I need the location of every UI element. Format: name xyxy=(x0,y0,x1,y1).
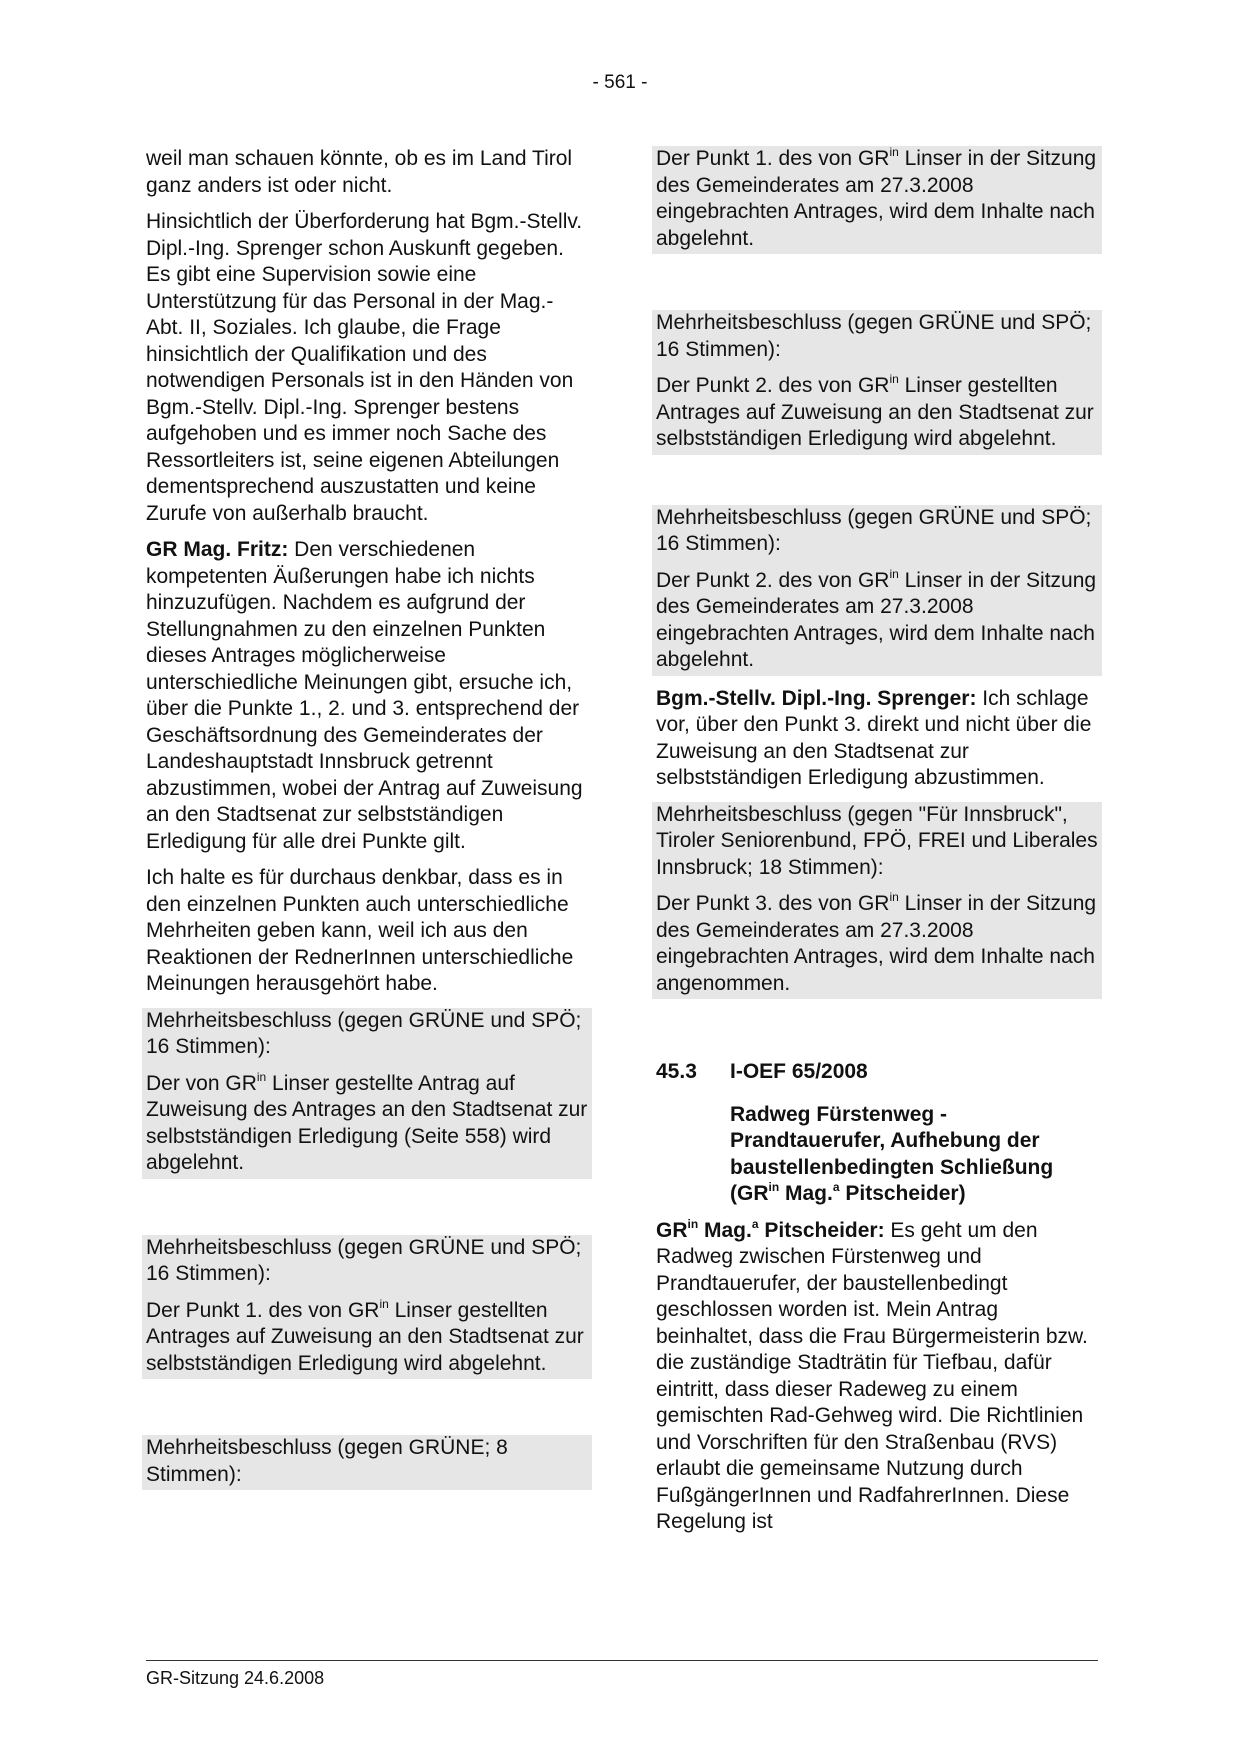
resolution-text: Der Punkt 2. des von $GR^{in}$ Linser in der Sitzung des Gemeinderates am 27.3.2008 eingebrachten Antrages, wird dem Inhalte nach abgelehnt. xyxy=(656,566,1097,671)
resolution-box xyxy=(652,505,1102,676)
resolution-text: Der Punkt 3. des von $GR^{in}$ Linser in der Sitzung des Gemeinderates am 27.3.2008 eingebrachten Antrages, wird dem Inhalte nach angenommen. xyxy=(656,890,1097,995)
resolution-text: Der Punkt 2. des von $GR^{in}$ Linser gestellten Antrages auf Zuweisung an den Stadtsenat zur selbstständigen Erledigung wird abgelehnt. xyxy=(656,372,1094,450)
speaker-name: GR Mag. Fritz: xyxy=(146,538,289,561)
paragraph: Ich halte es für durchaus denkbar, dass es in den einzelnen Punkten auch unterschiedliche Mehrheiten geben kann, weil ich aus den Reaktionen der RednerInnen unterschiedliche Meinungen herausgehört habe. xyxy=(146,866,574,995)
agenda-code: I-OEF 65/2008 xyxy=(730,1060,868,1083)
resolution-box xyxy=(652,802,1102,1000)
left-column xyxy=(146,146,588,1490)
resolution-heading: Mehrheitsbeschluss (gegen "Für Innsbruck", Tiroler Seniorenbund, FPÖ, FREI und Liberales Innsbruck; 18 Stimmen): xyxy=(656,802,1098,879)
footer-text: GR-Sitzung 24.6.2008 xyxy=(146,1668,325,1688)
speaker-name: Bgm.-Stellv. Dipl.-Ing. Sprenger: xyxy=(656,686,977,710)
resolution-text: Der Punkt 1. des von $GR^{in}$ Linser gestellten Antrages auf Zuweisung an den Stadtsenat zur selbstständigen Erledigung wird abgelehnt. xyxy=(146,1296,584,1375)
speaker-text: Ich schlage vor, über den Punkt 3. direkt und nicht über die Zuweisung an den Stadtsenat zur selbstständigen Erledigung abzustimmen. xyxy=(656,686,1092,789)
resolution-box xyxy=(652,310,1102,455)
paragraph: weil man schauen könnte, ob es im Land Tirol ganz anders ist oder nicht. xyxy=(146,147,573,197)
speaker-text: Es geht um den Radweg zwischen Fürstenweg und Prandtauerufer, der baustellenbedingt geschlossen worden ist. Mein Antrag beinhaltet, dass die Frau Bürgermeisterin bzw. die zuständige Stadträtin für Tiefbau, dafür eintritt, dass dieser Radeweg zu einem gemischten Rad-Gehweg wird. Die Richtlinien und Vorschriften für den Straßenbau (RVS) erlaubt die gemeinsame Nutzung durch FußgängerInnen und RadfahrerInnen. Diese Regelung ist xyxy=(656,1218,1088,1533)
speaker-paragraph xyxy=(656,686,1098,792)
right-column xyxy=(656,146,1098,1546)
agenda-number: 45.3 xyxy=(656,1060,697,1083)
resolution-heading: Mehrheitsbeschluss (gegen GRÜNE und SPÖ; 16 Stimmen): xyxy=(146,1235,582,1285)
paragraph: Hinsichtlich der Überforderung hat Bgm.-Stellv. Dipl.-Ing. Sprenger schon Auskunft gegeben. Es gibt eine Supervision sowie eine Unterstützung für das Personal in der Mag.-Abt. II, Soziales. Ich glaube, die Frage hinsichtlich der Qualifikation und des notwendigen Personals ist in den Händen von Bgm.-Stellv. Dipl.-Ing. Sprenger bestens aufgehoben und es immer noch Sache des Ressortleiters ist, seine eigenen Abteilungen dementsprechend auszustatten und keine Zurufe von außerhalb braucht. xyxy=(146,210,583,525)
resolution-heading: Mehrheitsbeschluss (gegen GRÜNE; 8 Stimmen): xyxy=(146,1436,508,1486)
resolution-box xyxy=(142,1235,592,1380)
resolution-box xyxy=(652,146,1102,254)
resolution-text: Der von $GR^{in}$ Linser gestellte Antrag auf Zuweisung des Antrages an den Stadtsenat zur selbstständigen Erledigung (Seite 558) wird abgelehnt. xyxy=(146,1069,588,1174)
agenda-item xyxy=(656,1059,1098,1208)
speaker-paragraph xyxy=(146,537,588,855)
resolution-text: Der Punkt 1. des von $GR^{in}$ Linser in der Sitzung des Gemeinderates am 27.3.2008 eingebrachten Antrages, wird dem Inhalte nach abgelehnt. xyxy=(656,145,1097,250)
speaker-name: $GR^{in}$ Mag.$^a$ Pitscheider: xyxy=(656,1216,885,1242)
resolution-box xyxy=(142,1008,592,1179)
footer-divider xyxy=(146,1660,1098,1661)
speaker-paragraph xyxy=(656,1218,1098,1536)
page-number: - 561 - xyxy=(592,72,648,93)
agenda-title: Radweg Fürstenweg - Prandtauerufer, Aufhebung der baustellenbedingten Schließung ($GR^{in}$ Mag.$^a$ Pitscheider) xyxy=(730,1102,1054,1205)
resolution-heading: Mehrheitsbeschluss (gegen GRÜNE und SPÖ; 16 Stimmen): xyxy=(656,311,1092,361)
speaker-text: Den verschiedenen kompetenten Äußerungen habe ich nichts hinzuzufügen. Nachdem es aufgrund der Stellungnahmen zu den einzelnen Punkten dieses Antrages möglicherweise unterschiedliche Meinungen gibt, ersuche ich, über die Punkte 1., 2. und 3. entsprechend der Geschäftsordnung des Gemeinderates der Landeshauptstadt Innsbruck getrennt abzustimmen, wobei der Antrag auf Zuweisung an den Stadtsenat zur selbstständigen Erledigung für alle drei Punkte gilt. xyxy=(146,538,583,853)
resolution-heading: Mehrheitsbeschluss (gegen GRÜNE und SPÖ; 16 Stimmen): xyxy=(656,505,1092,555)
resolution-heading: Mehrheitsbeschluss (gegen GRÜNE und SPÖ; 16 Stimmen): xyxy=(146,1008,582,1058)
resolution-box xyxy=(142,1435,592,1490)
